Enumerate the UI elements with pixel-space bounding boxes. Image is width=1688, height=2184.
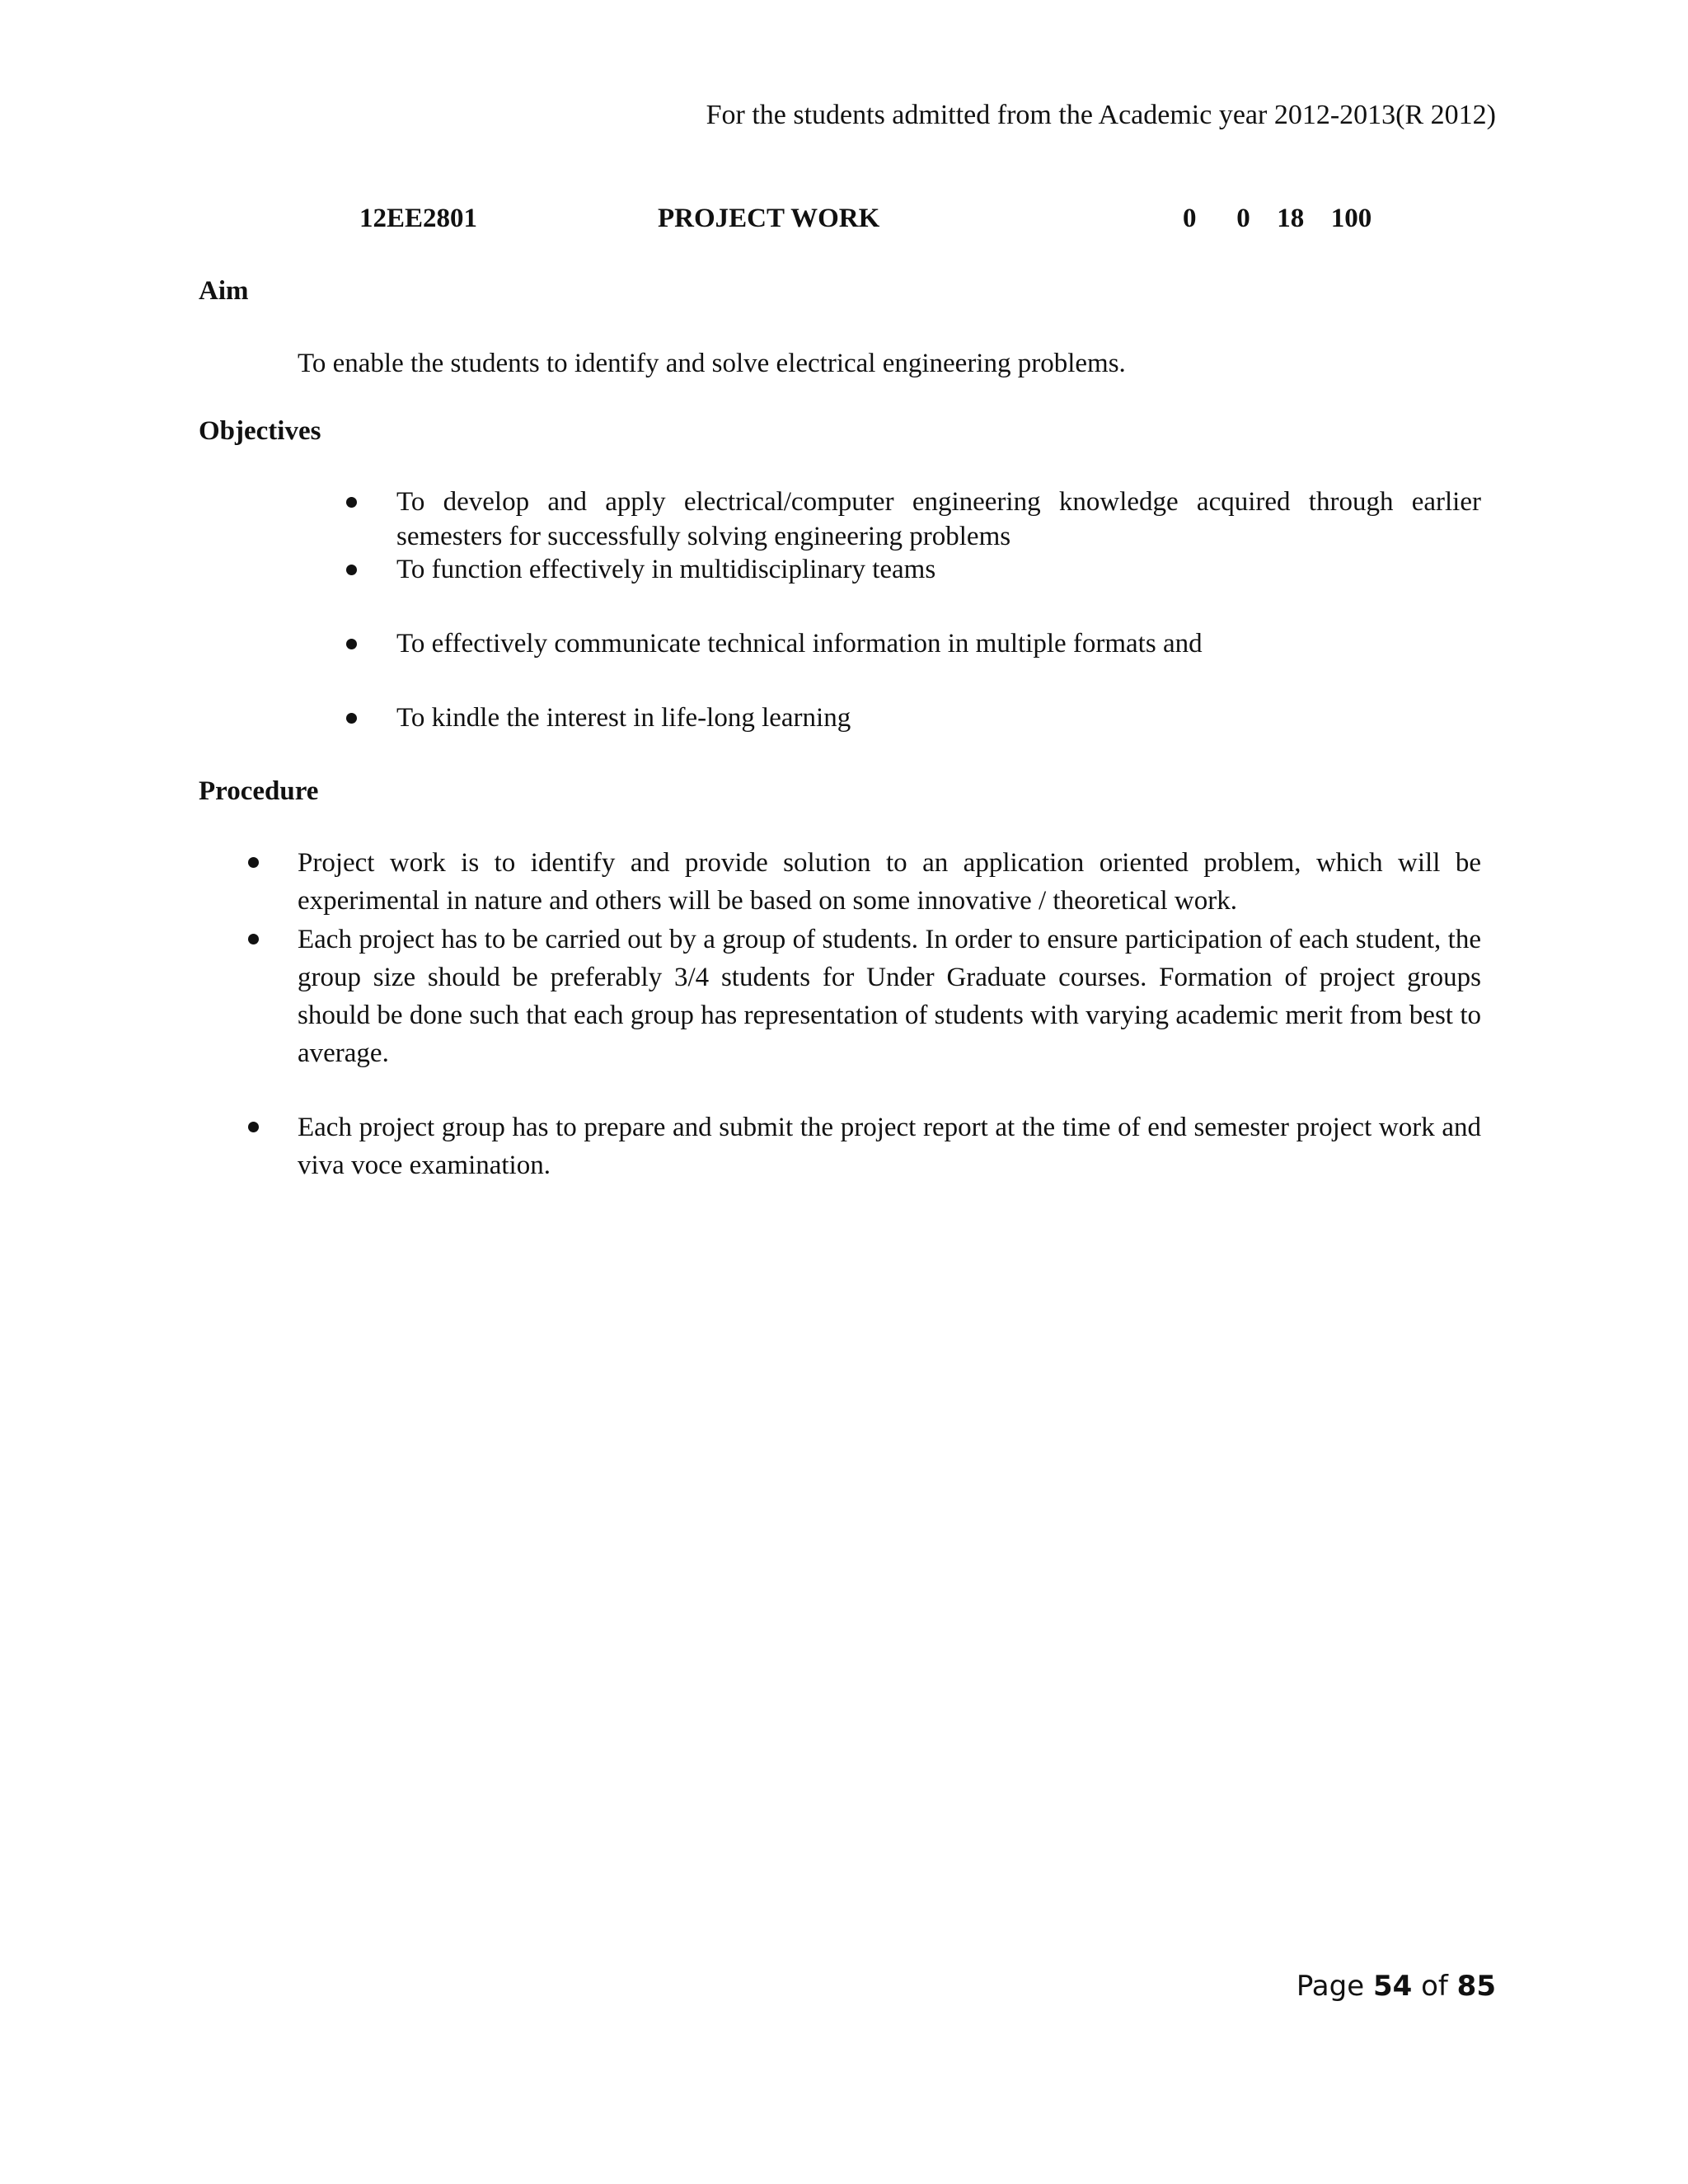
bullet-icon <box>346 639 357 649</box>
page-total: 85 <box>1456 1970 1496 2003</box>
procedure-heading: Procedure <box>199 776 319 806</box>
of-word: of <box>1421 1970 1448 2003</box>
bullet-icon <box>248 1122 259 1132</box>
bullet-icon <box>248 857 259 868</box>
procedure-item: Each project group has to prepare and submit the project report at the time of end semester project work and viva voce examination. <box>298 1113 1481 1180</box>
bullet-icon <box>248 934 259 944</box>
course-title: PROJECT WORK <box>658 204 880 233</box>
objective-item: To kindle the interest in life-long learning <box>396 703 851 733</box>
page-footer <box>1296 1966 1496 2006</box>
objective-item: To effectively communicate technical information in multiple formats and <box>396 629 1203 658</box>
objectives-heading: Objectives <box>199 416 321 446</box>
aim-text: To enable the students to identify and solve electrical engineering problems. <box>298 349 1126 378</box>
page-word: Page <box>1296 1970 1365 2003</box>
procedure-item: Project work is to identify and provide solution to an application oriented problem, which will be experimental in nature and others will be based on some innovative / theoretical work. <box>298 848 1481 916</box>
bullet-icon <box>346 713 357 724</box>
objective-item: To function effectively in multidisciplinary teams <box>396 555 936 584</box>
bullet-icon <box>346 565 357 575</box>
bullet-icon <box>346 497 357 508</box>
aim-heading: Aim <box>199 276 249 306</box>
objective-item: To develop and apply electrical/computer engineering knowledge acquired through earlier semesters for successfully solving engineering problems <box>396 487 1481 551</box>
page-number: 54 <box>1372 1970 1413 2003</box>
procedure-item: Each project has to be carried out by a group of students. In order to ensure participation of each student, the group size should be preferably 3/4 students for Under Graduate courses. Formation of project groups should be done such that each group has representation of students with varying academic merit from best to average. <box>298 925 1481 1068</box>
admission-note: For the students admitted from the Academic year 2012-2013(R 2012) <box>706 100 1496 130</box>
course-code: 12EE2801 <box>359 204 478 233</box>
course-credits: 0 0 18 100 <box>1183 204 1372 233</box>
